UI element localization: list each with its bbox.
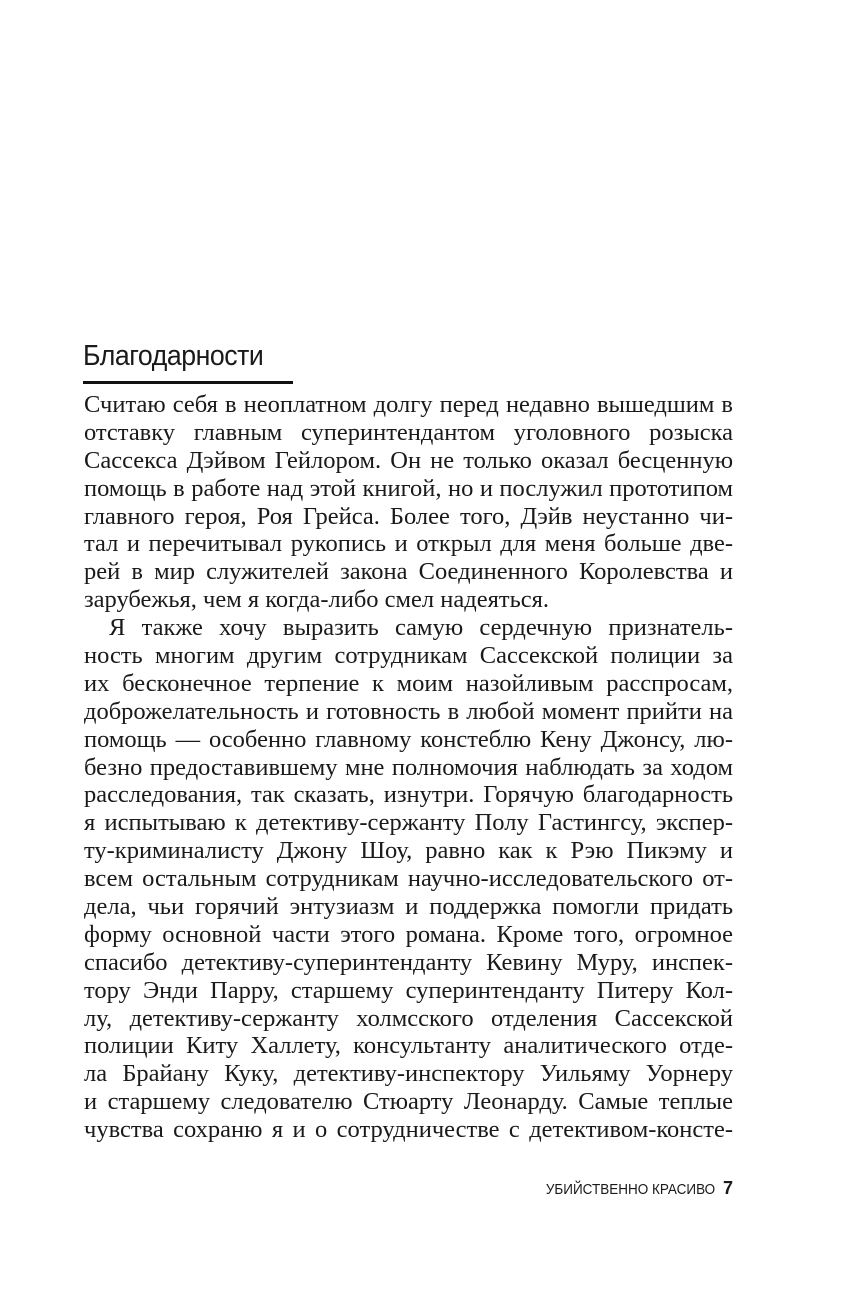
section-heading: Благодарности: [83, 340, 264, 372]
body-text: [84, 391, 733, 1144]
text-line: Я также хочу выразить самую сердечную признатель-: [109, 614, 733, 642]
text-line: всем остальным сотрудникам научно-исследовательского от-: [84, 865, 733, 893]
text-line: лу, детективу-сержанту холмсского отделения Сассекской: [84, 1004, 733, 1032]
text-line: доброжелательность и готовность в любой момент прийти на: [84, 697, 733, 725]
text-line: помощь — особенно главному констеблю Кену Джонсу, лю-: [84, 725, 733, 753]
text-line: дела, чьи горячий энтузиазм и поддержка помогли придать: [84, 893, 733, 921]
text-line: чувства сохраню я и о сотрудничестве с детективом-консте-: [84, 1116, 733, 1144]
text-line: и старшему следователю Стюарту Леонарду. Самые теплые: [84, 1088, 733, 1116]
text-line: спасибо детективу-суперинтенданту Кевину Муру, инспек-: [84, 948, 733, 976]
running-footer: [527, 1178, 733, 1199]
text-line: Сассекса Дэйвом Гейлором. Он не только оказал бесценную: [84, 446, 733, 474]
text-line: помощь в работе над этой книгой, но и послужил прототипом: [84, 474, 733, 502]
running-title: УБИЙСТВЕННО КРАСИВО: [545, 1181, 715, 1198]
page-number: 7: [722, 1178, 733, 1198]
text-line: ла Брайану Куку, детективу-инспектору Уильяму Уорнеру: [84, 1060, 733, 1088]
text-line: полиции Киту Халлету, консультанту аналитического отде-: [84, 1032, 733, 1060]
text-line: зарубежья, чем я когда-либо смел надеяться.: [84, 586, 550, 614]
text-line: тору Энди Парру, старшему суперинтенданту Питеру Кол-: [84, 976, 733, 1004]
text-line: ность многим другим сотрудникам Сассекской полиции за: [84, 642, 733, 670]
text-line: тал и перечитывал рукопись и открыл для меня больше две-: [84, 530, 733, 558]
text-line: безно предоставившему мне полномочия наблюдать за ходом: [84, 753, 733, 781]
text-line: рей в мир служителей закона Соединенного Королевства и: [84, 558, 733, 586]
text-line: я испытываю к детективу-сержанту Полу Гастингсу, экспер-: [84, 809, 733, 837]
heading-underline: [83, 381, 293, 384]
text-line: Считаю себя в неоплатном долгу перед недавно вышедшим в: [84, 391, 733, 418]
text-line: отставку главным суперинтендантом уголовного розыска: [84, 418, 733, 446]
text-line: ту-криминалисту Джону Шоу, равно как к Рэю Пикэму и: [84, 837, 733, 865]
text-line: расследования, так сказать, изнутри. Горячую благодарность: [84, 781, 733, 809]
text-line: их бесконечное терпение к моим назойливым расспросам,: [84, 669, 733, 697]
text-line: форму основной части этого романа. Кроме того, огромное: [84, 920, 733, 948]
text-line: главного героя, Роя Грейса. Более того, Дэйв неустанно чи-: [84, 502, 733, 530]
